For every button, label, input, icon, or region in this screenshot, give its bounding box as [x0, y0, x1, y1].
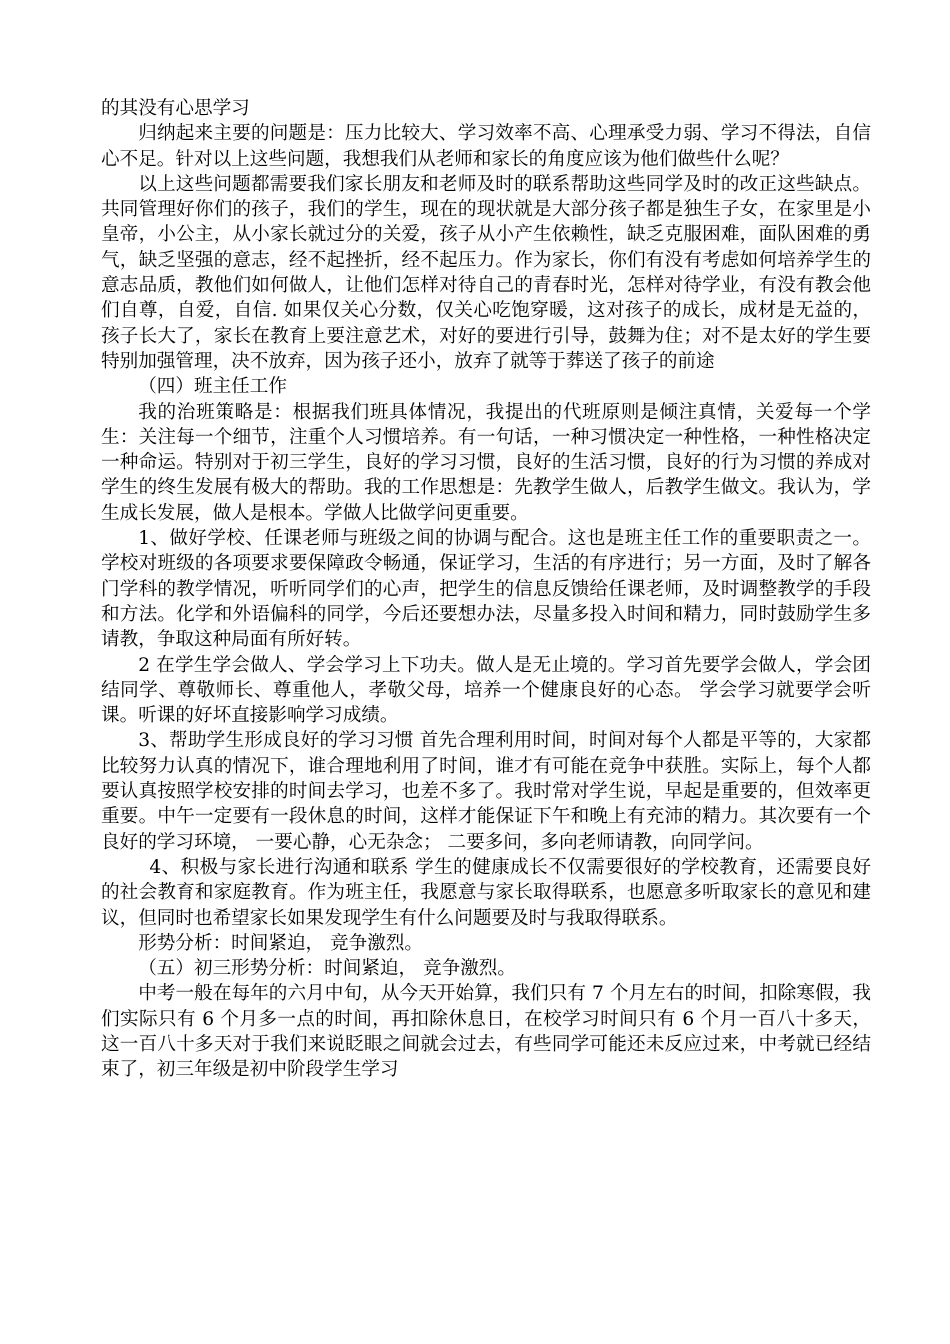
paragraph-exam-timeline: 中考一般在每年的六月中旬，从今天开始算，我们只有 7 个月左右的时间，扣除寒假，我们实际只有 6 个月多一点的时间，再扣除休息日，在校学习时间只有 6 个月一百八十多天， 这一百八十多天对于我们来说眨眼之间就会过去，有些同学可能还未反应过来，中考就已经结束了，初三年级是初中阶段学生学习 — [101, 983, 871, 1081]
paragraph-continuation: 的其没有心思学习 — [101, 98, 250, 119]
paragraph-point-3: 3、帮助学生形成良好的学习习惯 首先合理利用时间，时间对每个人都是平等的，大家都比较努力认真的情况下，谁合理地利用了时间，谁才有可能在竞争中获胜。实际上，每个人都要认真按照学校安排的时间去学习，也差不多了。我时常对学生说，早起是重要的，但效率更重要。中午一定要有一段休息的时间，这样才能保证下午和晚上有充沛的精力。其次要有一个良好的学习环境， 一要心静，心无杂念； 二要多问，多向老师请教，向同学问。 — [101, 730, 871, 853]
paragraph-point-1: 1、做好学校、任课老师与班级之间的协调与配合。这也是班主任工作的重要职责之一。学校对班级的各项要求要保障政令畅通，保证学习，生活的有序进行；另一方面，及时了解各门学科的教学情况，听听同学们的心声，把学生的信息反馈给任课老师，及时调整教学的手段和方法。化学和外语偏科的同学，今后还要想办法，尽量多投入时间和精力，同时鼓励学生多请教，争取这种局面有所好转。 — [101, 528, 871, 651]
paragraph-class-strategy: 我的治班策略是：根据我们班具体情况，我提出的代班原则是倾注真情，关爱每一个学生：关注每一个细节，注重个人习惯培养。有一句话，一种习惯决定一种性格，一种性格决定一种命运。特别对于初三学生，良好的学习习惯，良好的生活习惯，良好的行为习惯的养成对学生的终生发展有极大的帮助。我的工作思想是：先教学生做人，后教学生做文。我认为，学生成长发展，做人是根本。学做人比做学问更重要。 — [101, 401, 871, 524]
section-heading-5: （五）初三形势分析：时间紧迫， 竞争激烈。 — [138, 958, 516, 980]
paragraph-parents-teachers: 以上这些问题都需要我们家长朋友和老师及时的联系帮助这些同学及时的改正这些缺点。共同管理好你们的孩子，我们的学生，现在的现状就是大部分孩子都是独生子女，在家里是小皇帝，小公主，从小家长就过分的关爱，孩子从小产生依赖性，缺乏克服困难，面队困难的勇气，缺乏坚强的意志，经不起挫折，经不起压力。作为家长，你们有没有考虑如何培养学生的意志品质，教他们如何做人，让他们怎样对待自己的青春时光，怎样对待学业，有没有教会他们自尊，自爱，自信. 如果仅关心分数，仅关心吃饱穿暖，这对孩子的成长，成材是无益的，孩子长大了，家长在教育上要注意艺术，对好的要进行引导，鼓舞为住；对不是太好的学生要特别加强管理，决不放弃，因为孩子还小，放弃了就等于葬送了孩子的前途 — [101, 173, 871, 372]
section-heading-4: （四）班主任工作 — [138, 376, 287, 398]
paragraph-problem-summary: 归纳起来主要的问题是：压力比较大、学习效率不高、心理承受力弱、学习不得法，自信心不足。针对以上这些问题，我想我们从老师和家长的角度应该为他们做些什么呢？ — [101, 123, 871, 170]
paragraph-situation-short: 形势分析：时间紧迫， 竞争激烈。 — [138, 932, 424, 954]
paragraph-point-4: 4、积极与家长进行沟通和联系 学生的健康成长不仅需要很好的学校教育，还需要良好的社会教育和家庭教育。作为班主任，我愿意与家长取得联系，也愿意多听取家长的意见和建议，但同时也希望家长如果发现学生有什么问题要及时与我取得联系。 — [101, 856, 871, 929]
document-page — [101, 96, 871, 1083]
paragraph-point-2: 2 在学生学会做人、学会学习上下功夫。做人是无止境的。学习首先要学会做人，学会团结同学、尊敬师长、尊重他人，孝敬父母，培养一个健康良好的心态。 学会学习就要学会听课。听课的好坏直接影响学习成绩。 — [101, 654, 871, 727]
